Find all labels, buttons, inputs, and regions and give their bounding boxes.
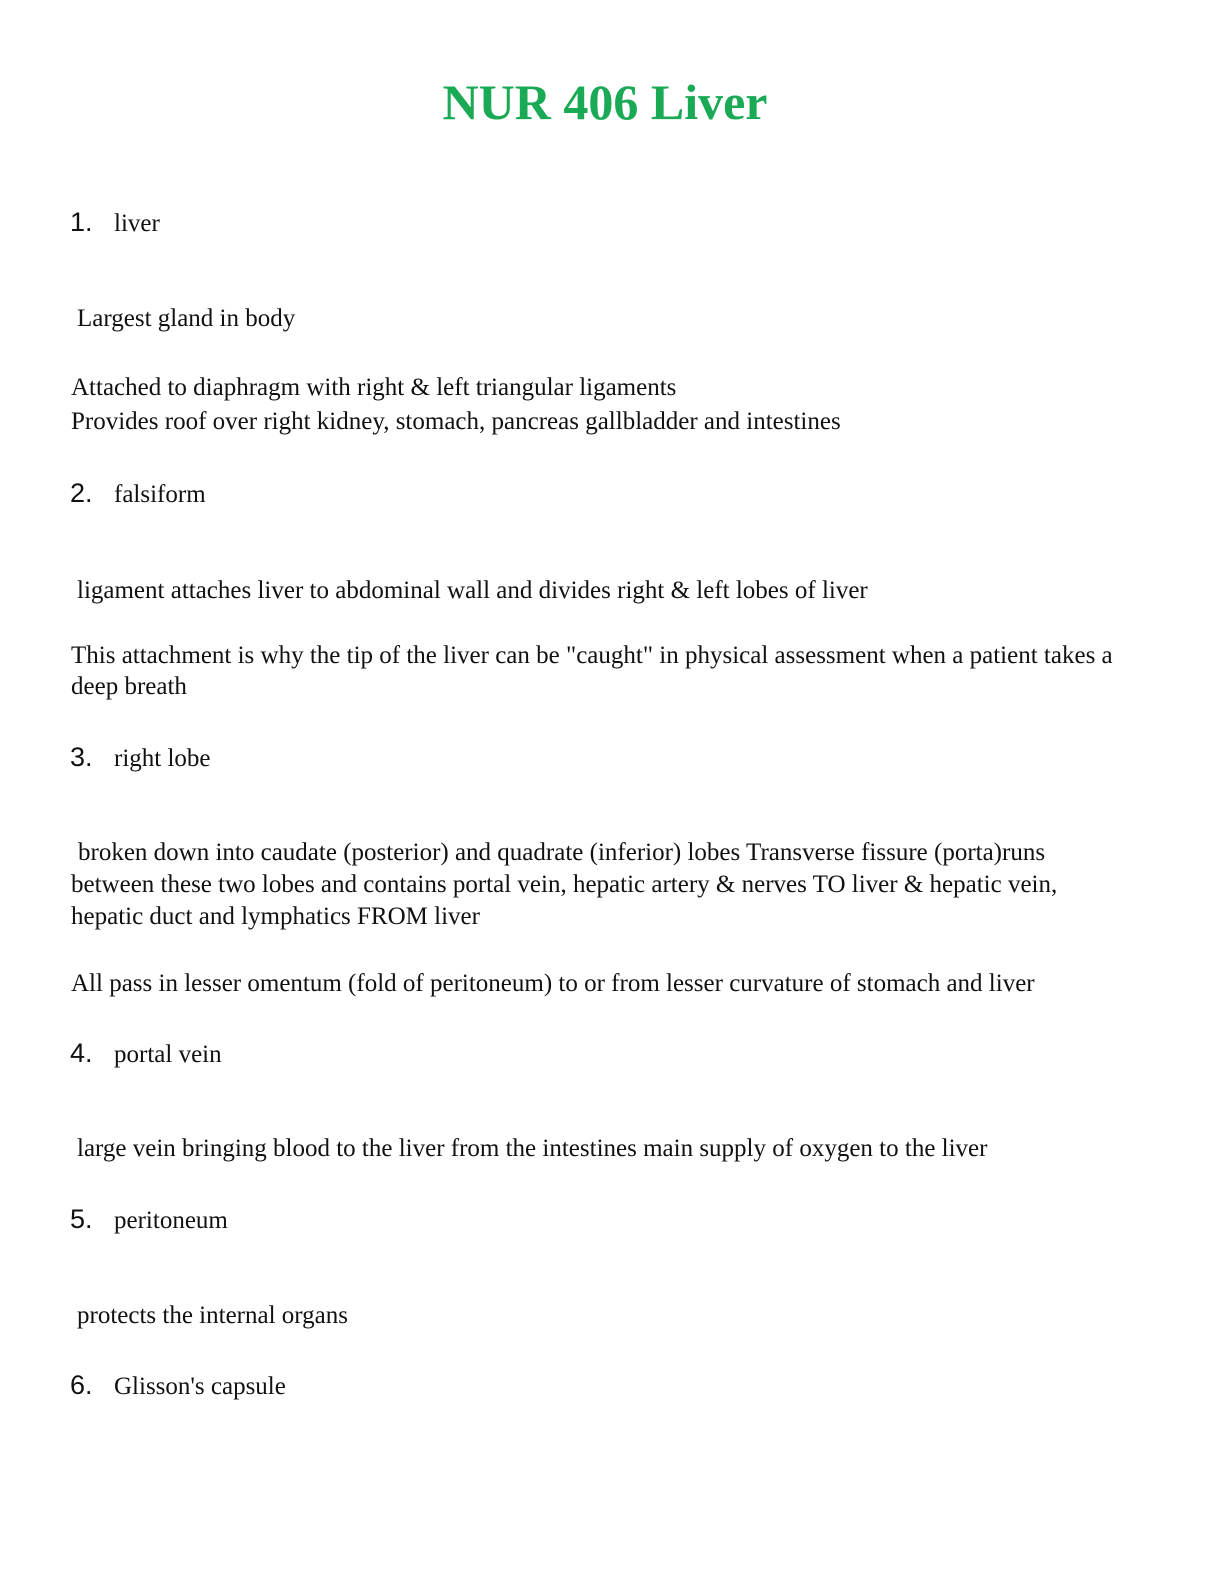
card-definition-line: broken down into caudate (posterior) and quadrate (inferior) lobes Transverse fissure (porta)runs between these two lobes and contains portal vein, hepatic artery & nerves TO liver & hepatic vein, hepatic duct and lymphatics FROM liver	[71, 839, 1058, 930]
card-term: Glisson's capsule	[114, 1373, 286, 1400]
card-term: right lobe	[114, 745, 211, 772]
card-number: 6.	[70, 1370, 93, 1400]
card-definition-line: Largest gland in body	[77, 305, 296, 332]
card-term: liver	[114, 210, 160, 237]
card-definition-line: Provides roof over right kidney, stomach, pancreas gallbladder and intestines	[71, 408, 841, 435]
card-definition-line: ligament attaches liver to abdominal wall and divides right & left lobes of liver	[77, 577, 868, 604]
card-term: portal vein	[114, 1041, 222, 1068]
card-definition-line: All pass in lesser omentum (fold of peritoneum) to or from lesser curvature of stomach and liver	[71, 970, 1035, 997]
card-term: peritoneum	[114, 1207, 228, 1234]
card-term: falsiform	[114, 481, 206, 508]
card-number: 4.	[70, 1038, 93, 1068]
page-title: NUR 406 Liver	[442, 74, 768, 130]
card-number: 5.	[70, 1204, 93, 1234]
card-definition-line: protects the internal organs	[77, 1302, 348, 1329]
card-number: 1.	[70, 207, 93, 237]
card-number: 2.	[70, 478, 93, 508]
card-definition-line: Attached to diaphragm with right & left triangular ligaments	[71, 374, 677, 401]
card-definition-line: large vein bringing blood to the liver from the intestines main supply of oxygen to the liver	[77, 1135, 988, 1162]
card-number: 3.	[70, 742, 93, 772]
card-definition-line: This attachment is why the tip of the liver can be "caught" in physical assessment when a patient takes a deep breath	[71, 642, 1113, 700]
